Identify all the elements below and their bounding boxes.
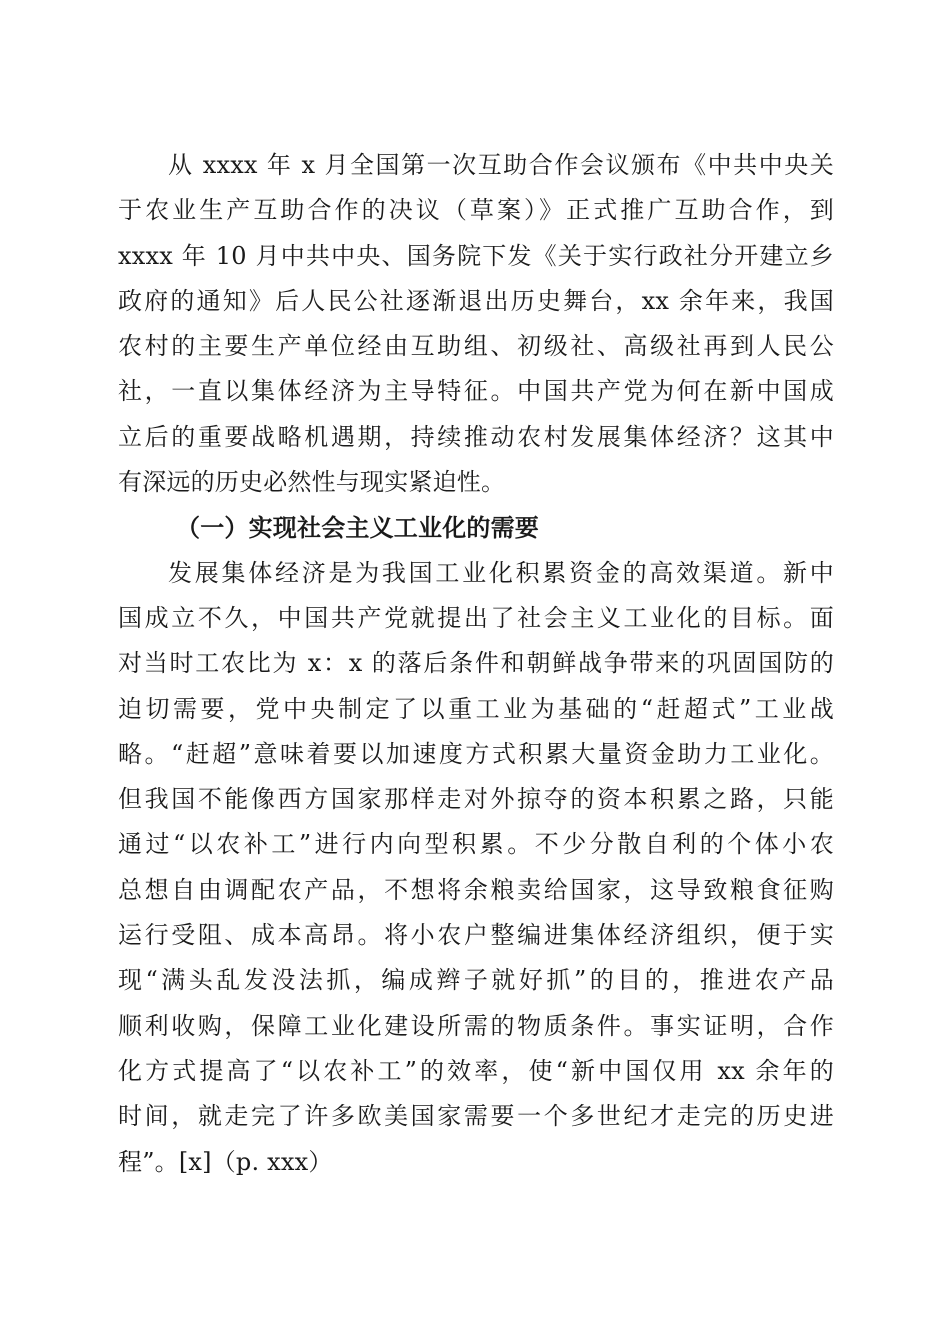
paragraph-line: 迫切需要，党中央制定了以重工业为基础的“赶超式”工业战 [118, 694, 834, 723]
paragraph-line: 发展集体经济是为我国工业化积累资金的高效渠道。新中 [168, 558, 834, 587]
paragraph-line: 时间，就走完了许多欧美国家需要一个多世纪才走完的历史进 [118, 1102, 834, 1131]
document-body [118, 143, 834, 1185]
paragraph-line: 从 xxxx 年 x 月全国第一次互助合作会议颁布《中共中央关 [168, 151, 834, 179]
paragraph-line: 于农业生产互助合作的决议（草案）》正式推广互助合作，到 [118, 196, 834, 225]
paragraph-line: 农村的主要生产单位经由互助组、初级社、高级社再到人民公 [118, 332, 834, 361]
paragraph-line: xxxx 年 10 月中共中央、国务院下发《关于实行政社分开建立乡 [118, 241, 834, 270]
paragraph-line: 总想自由调配农产品，不想将余粮卖给国家，这导致粮食征购 [118, 875, 834, 904]
paragraph-line: 程”。[x]（p. xxx） [118, 1147, 333, 1176]
section-heading: （一）实现社会主义工业化的需要 [176, 513, 539, 543]
paragraph-line: 社，一直以集体经济为主导特征。中国共产党为何在新中国成 [118, 377, 834, 406]
paragraph-line: 对当时工农比为 x：x 的落后条件和朝鲜战争带来的巩固国防的 [118, 649, 834, 678]
paragraph-line: 政府的通知》后人民公社逐渐退出历史舞台，xx 余年来，我国 [118, 286, 834, 315]
paragraph-line: 略。“赶超”意味着要以加速度方式积累大量资金助力工业化。 [118, 739, 834, 768]
paragraph-intro [118, 143, 834, 505]
paragraph-line: 通过“以农补工”进行内向型积累。不少分散自利的个体小农 [118, 830, 834, 859]
paragraph-line: 现“满头乱发没法抓，编成辫子就好抓”的目的，推进农产品 [118, 966, 834, 995]
paragraph-line: 化方式提高了“以农补工”的效率，使“新中国仅用 xx 余年的 [118, 1056, 834, 1085]
paragraph-line: 有深远的历史必然性与现实紧迫性。 [118, 468, 506, 497]
paragraph-line: 立后的重要战略机遇期，持续推动农村发展集体经济？这其中 [118, 422, 834, 451]
paragraph-line: 运行受阻、成本高昂。将小农户整编进集体经济组织，便于实 [118, 921, 834, 950]
paragraph-industrialization [118, 551, 834, 1185]
paragraph-line: 顺利收购，保障工业化建设所需的物质条件。事实证明，合作 [118, 1011, 834, 1040]
paragraph-line: 但我国不能像西方国家那样走对外掠夺的资本积累之路，只能 [118, 785, 834, 814]
paragraph-line: 国成立不久，中国共产党就提出了社会主义工业化的目标。面 [118, 603, 834, 632]
